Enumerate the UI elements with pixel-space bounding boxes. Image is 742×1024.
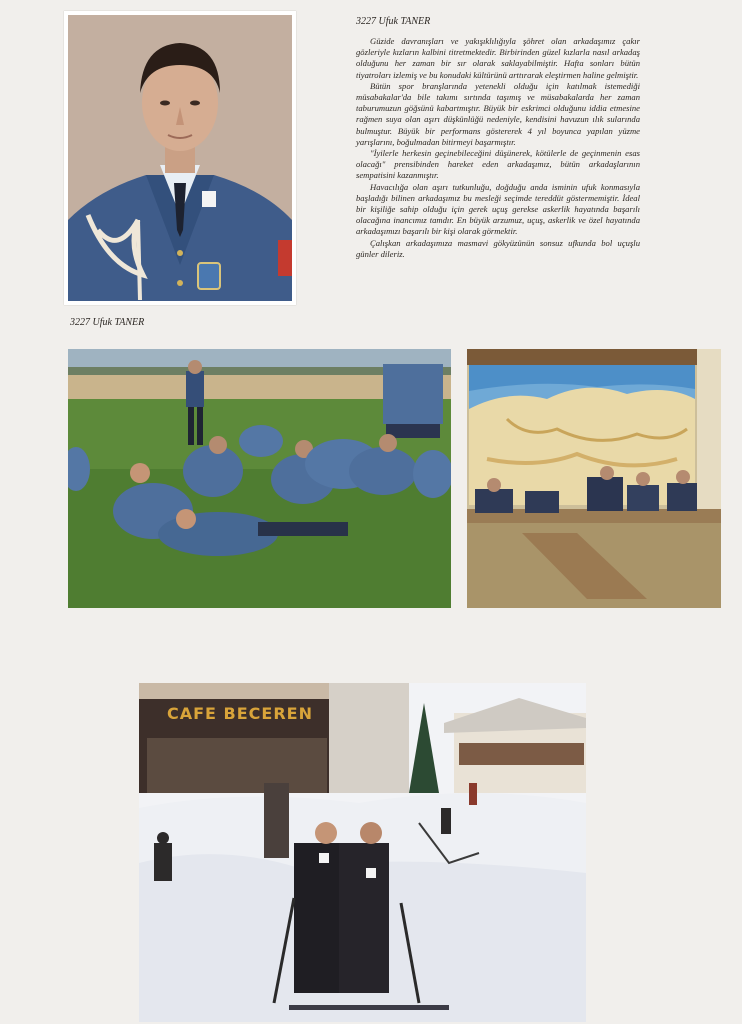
portrait-caption: 3227 Ufuk TANER bbox=[70, 317, 145, 328]
classroom-map-illustration bbox=[467, 349, 721, 608]
ski-resort-illustration bbox=[139, 683, 586, 1022]
portrait-frame bbox=[64, 11, 296, 305]
bio-paragraph: Çalışkan arkadaşımıza masmavi gökyüzünün sonsuz ufkunda bol uçuşlu günler dileriz. bbox=[356, 237, 640, 259]
cadets-on-grass-illustration bbox=[68, 349, 451, 608]
bio-paragraph: "İyilerle herkesin geçinebileceğini düşünerek, kötülerle de geçinmenin esas olacağı" prensibinden hareket eden arkadaşımız, bütün arkadaşlarının sempatisini kazanmıştır. bbox=[356, 148, 640, 181]
bio-paragraph: Havacılığa olan aşırı tutkunluğu, doğduğu anda isminin ufuk konmasıyla başladığı bilinen arkadaşımız bu mesleği seçimde tereddüt göstermemiştir. İdeal bir kişiliğe sahip olduğu için gerek uçuş gerekse askerlik hayatında başarılı olacağına inancımız tamdır. En büyük arzumuz, uçuş, askerlik ve özel hayatında arkadaşımızı başarılı bir kişi olarak görmektir. bbox=[356, 181, 640, 237]
bio-name: 3227 Ufuk TANER bbox=[356, 16, 431, 27]
portrait-illustration bbox=[68, 15, 292, 301]
bio-paragraph: Güzide davranışları ve yakışıklılığıyla şöhret olan arkadaşımız çakır gözleriyle kızların kalbini titretmektedir. Birbirinden güzel kızlarla nasıl arkadaş olduğunu her zaman bir sır olarak saklayabilmiştir. Hafta sonları bütün tiyatroları izlemiş ve bu konudaki kültürünü arttırarak eleştirmen haline gelmiştir. bbox=[356, 36, 640, 80]
cafe-sign: CAFE BECEREN bbox=[167, 704, 313, 723]
cadets-on-grass-photo bbox=[68, 349, 451, 608]
portrait-photo bbox=[68, 15, 292, 301]
bio-text bbox=[356, 36, 640, 260]
classroom-map-photo bbox=[467, 349, 721, 608]
bio-paragraph: Bütün spor branşlarında yetenekli olduğu için katılmak istemediği müsabakalar'da bile takımı sırtında taşımış ve müsabakalarda her zaman taburumuzun göğsünü kabartmıştır. Büyük bir eskrimci olduğunu iddia etmesine rağmen suya olan aşırı düşkünlüğü nedeniyle, kendisini havuzun ılık sularında bulmuştur. Büyük bir performans göstererek 4 yıl boyunca yapılan yüzme yarışlarını, boğulmadan bitirmeyi başarmıştır. bbox=[356, 80, 640, 147]
ski-resort-photo bbox=[139, 683, 586, 1022]
